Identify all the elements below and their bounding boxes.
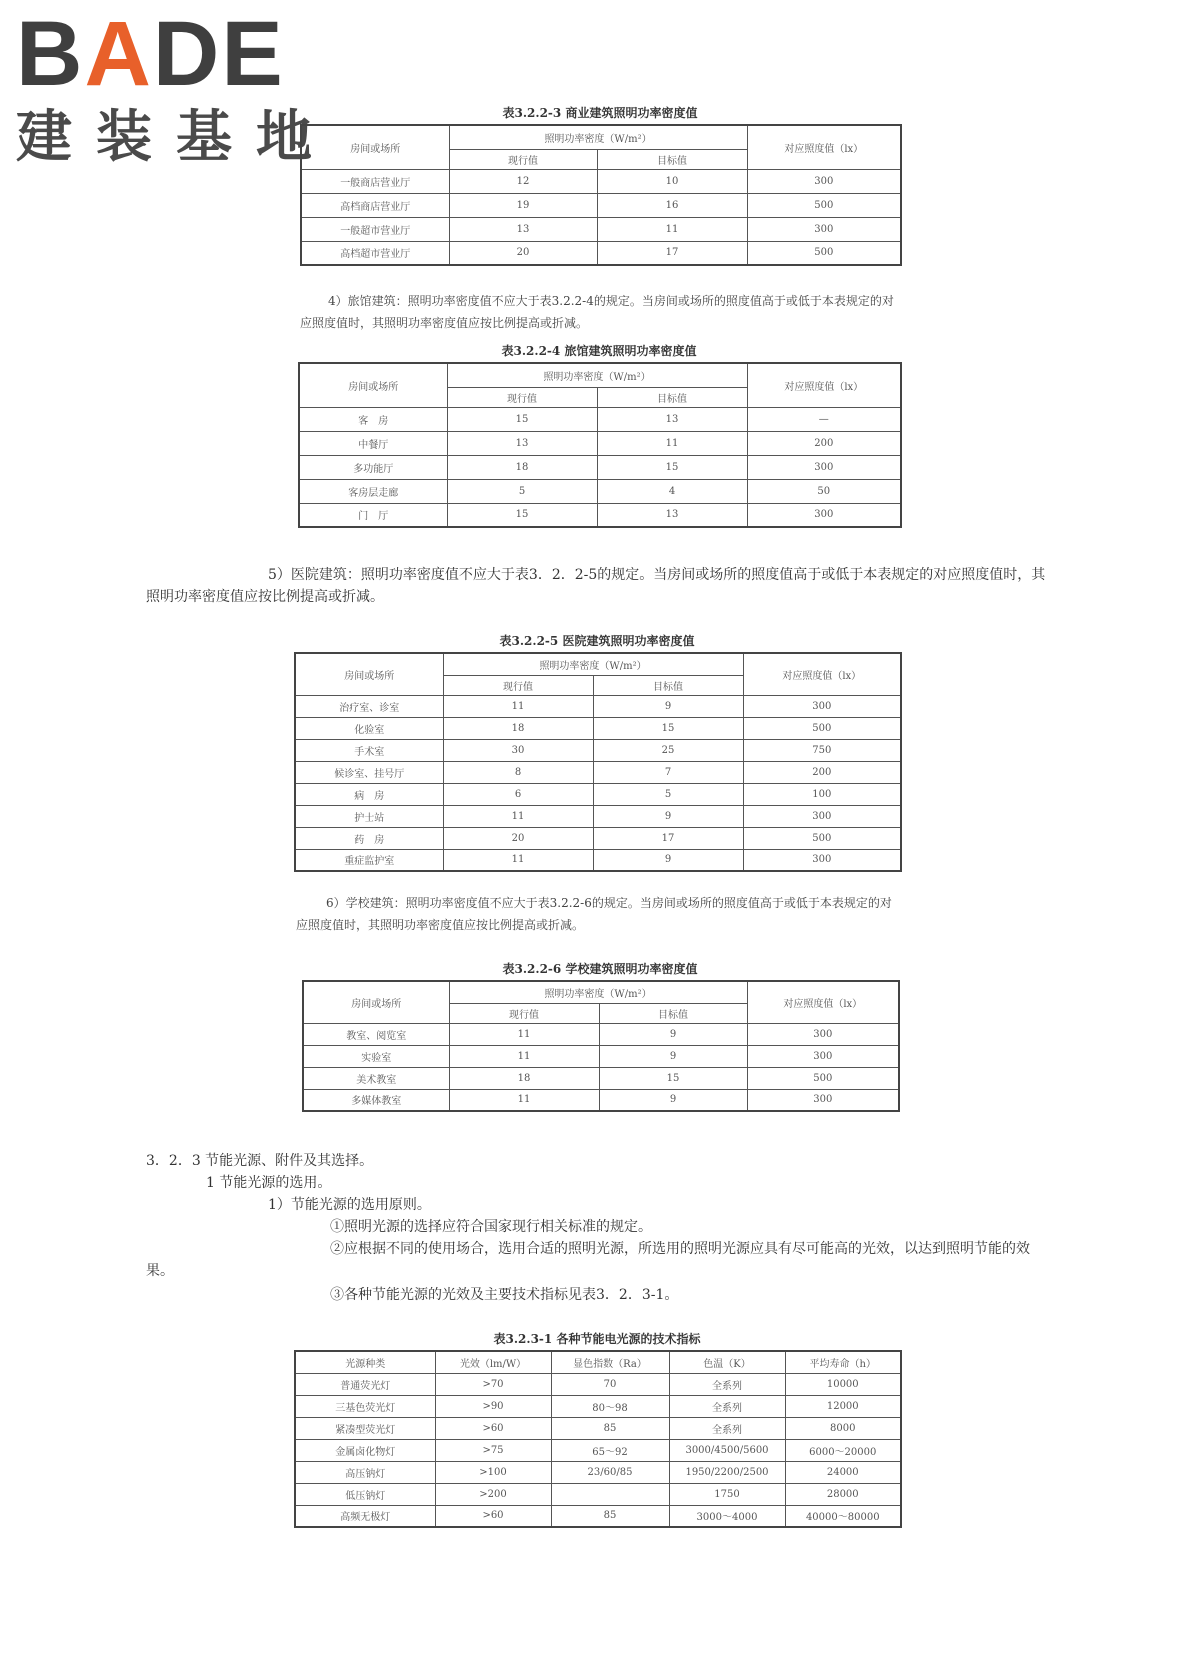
header-current: 现行值 — [449, 149, 597, 169]
table2-caption: 表3.2.2-4 旅馆建筑照明功率密度值 — [501, 344, 697, 358]
table-light-sources — [294, 1350, 902, 1528]
table-row: 高档超市营业厅 20 17 500 — [301, 241, 901, 265]
header-color-temp: 色温（K） — [669, 1351, 785, 1373]
header-illum: 对应照度值（lx） — [747, 125, 901, 169]
header-lifetime: 平均寿命（h） — [785, 1351, 901, 1373]
header-current: 现行值 — [449, 1003, 599, 1023]
table5-caption: 表3.2.3-1 各种节能电光源的技术指标 — [493, 1332, 701, 1346]
section-item-1-1: 1）节能光源的选用原则。 — [268, 1197, 431, 1213]
header-room: 房间或场所 — [299, 363, 447, 407]
table-row: 美术教室 18 15 500 — [303, 1067, 899, 1089]
header-current: 现行值 — [447, 387, 597, 407]
header-illum: 对应照度值（lx） — [747, 363, 901, 407]
logo-subtitle: 建装基地 — [16, 105, 336, 170]
table-row: 护士站 11 9 300 — [295, 805, 901, 827]
table-row: 重症监护室 11 9 300 — [295, 849, 901, 871]
header-illum: 对应照度值（lx） — [743, 653, 901, 695]
principle-1: ①照明光源的选择应符合国家现行相关标准的规定。 — [330, 1219, 652, 1235]
header-room: 房间或场所 — [295, 653, 443, 695]
table-row: 化验室 18 15 500 — [295, 717, 901, 739]
table-row: 多功能厅 18 15 300 — [299, 455, 901, 479]
table-row: 门 厅 15 13 300 — [299, 503, 901, 527]
header-target: 目标值 — [597, 149, 747, 169]
section-item-1: 1 节能光源的选用。 — [206, 1175, 332, 1191]
header-lpd: 照明功率密度（W/m²） — [449, 981, 747, 1003]
table-row: 客 房 15 13 — — [299, 407, 901, 431]
header-lpd: 照明功率密度（W/m²） — [447, 363, 747, 387]
table1-caption: 表3.2.2-3 商业建筑照明功率密度值 — [502, 106, 698, 120]
table-row: 教室、阅览室 11 9 300 — [303, 1023, 899, 1045]
table-row: 一般超市营业厅 13 11 300 — [301, 217, 901, 241]
table-row: 候诊室、挂号厅 8 7 200 — [295, 761, 901, 783]
table-row: 低压钠灯 >200 1750 28000 — [295, 1483, 901, 1505]
paragraph-hotel: 4）旅馆建筑：照明功率密度值不应大于表3.2.2-4的规定。当房间或场所的照度值高于或低于本表规定的对应照度值时，其照明功率密度值应按比例提高或折减。 — [300, 294, 894, 330]
table-hotel-lpd — [298, 362, 902, 528]
table-row: 一般商店营业厅 12 10 300 — [301, 169, 901, 193]
header-source-type: 光源种类 — [295, 1351, 435, 1373]
table4-caption: 表3.2.2-6 学校建筑照明功率密度值 — [502, 962, 698, 976]
header-room: 房间或场所 — [301, 125, 449, 169]
table-row: 客房层走廊 5 4 50 — [299, 479, 901, 503]
header-target: 目标值 — [597, 387, 747, 407]
table-row: 高压钠灯 >100 23/60/85 1950/2200/2500 24000 — [295, 1461, 901, 1483]
bade-logo — [16, 3, 346, 170]
table-school-lpd — [302, 980, 900, 1112]
header-current: 现行值 — [443, 675, 593, 695]
paragraph-hospital: 5）医院建筑：照明功率密度值不应大于表3．2．2-5的规定。当房间或场所的照度值高于或低于本表规定的对应照度值时，其照明功率密度值应按比例提高或折减。 — [146, 567, 1046, 605]
table-row: 药 房 20 17 500 — [295, 827, 901, 849]
table-row: 实验室 11 9 300 — [303, 1045, 899, 1067]
table-row: 手术室 30 25 750 — [295, 739, 901, 761]
header-target: 目标值 — [593, 675, 743, 695]
header-lpd: 照明功率密度（W/m²） — [443, 653, 743, 675]
header-room: 房间或场所 — [303, 981, 449, 1023]
table-row: 病 房 6 5 100 — [295, 783, 901, 805]
table-row: 多媒体教室 11 9 300 — [303, 1089, 899, 1111]
logo-wordmark: BADE — [16, 3, 285, 105]
header-illum: 对应照度值（lx） — [747, 981, 899, 1023]
table-row: 中餐厅 13 11 200 — [299, 431, 901, 455]
table-row: 紧凑型荧光灯 >60 85 全系列 8000 — [295, 1417, 901, 1439]
table-row: 治疗室、诊室 11 9 300 — [295, 695, 901, 717]
table-row: 高档商店营业厅 19 16 500 — [301, 193, 901, 217]
table-row: 三基色荧光灯 >90 80～98 全系列 12000 — [295, 1395, 901, 1417]
principle-2: ②应根据不同的使用场合，选用合适的照明光源，所选用的照明光源应具有尽可能高的光效，以达到照明节能的效果。 — [146, 1241, 1030, 1279]
table-row: 金属卤化物灯 >75 65～92 3000/4500/5600 6000～20000 — [295, 1439, 901, 1461]
principle-3: ③各种节能光源的光效及主要技术指标见表3．2．3-1。 — [330, 1287, 679, 1303]
table-hospital-lpd — [294, 652, 902, 872]
table-commercial-lpd — [300, 124, 902, 266]
header-target: 目标值 — [599, 1003, 747, 1023]
table-row: 普通荧光灯 >70 70 全系列 10000 — [295, 1373, 901, 1395]
table3-caption: 表3.2.2-5 医院建筑照明功率密度值 — [499, 634, 695, 648]
header-efficacy: 光效（lm/W） — [435, 1351, 551, 1373]
table-row: 高频无极灯 >60 85 3000～4000 40000～80000 — [295, 1505, 901, 1527]
section-heading: 3．2．3 节能光源、附件及其选择。 — [146, 1153, 374, 1169]
header-cri: 显色指数（Ra） — [551, 1351, 669, 1373]
paragraph-school: 6）学校建筑：照明功率密度值不应大于表3.2.2-6的规定。当房间或场所的照度值高于或低于本表规定的对应照度值时，其照明功率密度值应按比例提高或折减。 — [296, 896, 892, 932]
header-lpd: 照明功率密度（W/m²） — [449, 125, 747, 149]
